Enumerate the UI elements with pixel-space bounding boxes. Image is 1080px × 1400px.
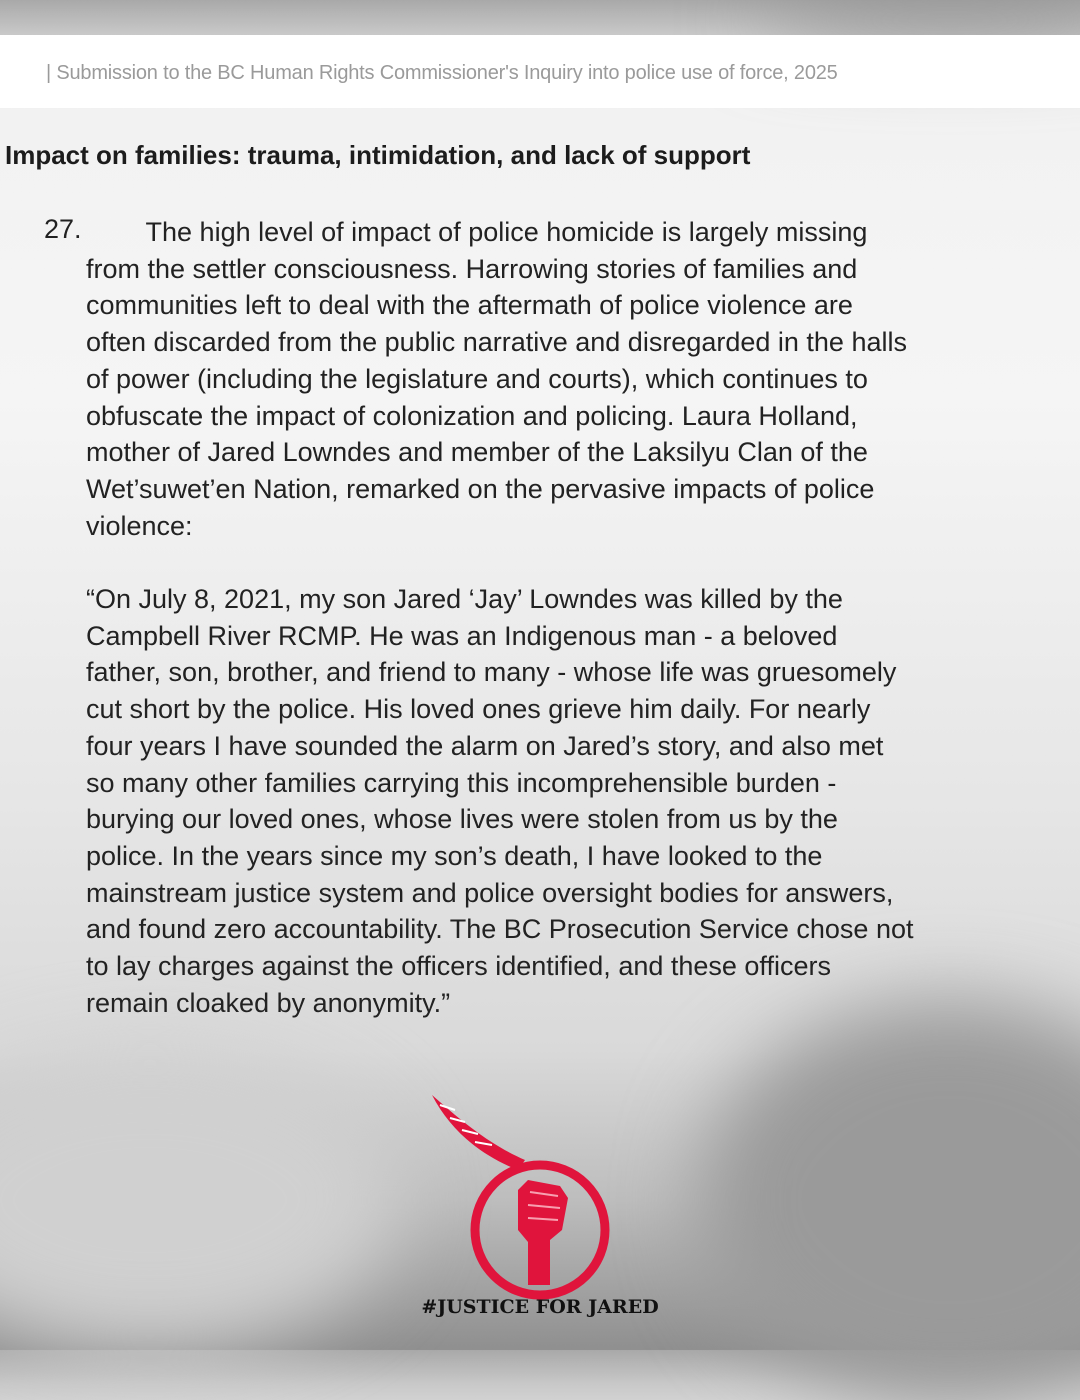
paragraph-body: The high level of impact of police homicide is largely missing from the settler consciousness. Harrowing stories of families and communities left to deal with the aftermath of police violence are often discarded from the public narrative and disregarded in the halls of power (including the legislature and courts), which continues to obfuscate the impact of colonization and policing. Laura Holland, mother of Jared Lowndes and member of the Laksilyu Clan of the Wet’suwet’en Nation, remarked on the pervasive impacts of police violence: (86, 217, 907, 541)
document-header: | Submission to the BC Human Rights Commissioner's Inquiry into police use of force, 2025 (46, 62, 838, 84)
raised-fist-feather-logo-icon (400, 1090, 640, 1300)
block-quote: “On July 8, 2021, my son Jared ‘Jay’ Lowndes was killed by the Campbell River RCMP. He was an Indigenous man - a beloved father, son, brother, and friend to many - whose life was gruesomely cut short by the police. His loved ones grieve him daily. For nearly four years I have sounded the alarm on Jared’s story, and also met so many other families carrying this incomprehensible burden - burying our loved ones, whose lives were stolen from us by the police. In the years since my son’s death, I have looked to the mainstream justice system and police oversight bodies for answers, and found zero accountability. The BC Prosecution Service chose not to lay charges against the officers identified, and these officers remain cloaked by anonymity.” (86, 584, 914, 1018)
paragraph-number: 27. (44, 214, 82, 244)
logo-text: #JUSTICE FOR JARED (421, 1296, 659, 1318)
section-heading: Impact on families: trauma, intimidation, and lack of support (5, 140, 751, 170)
